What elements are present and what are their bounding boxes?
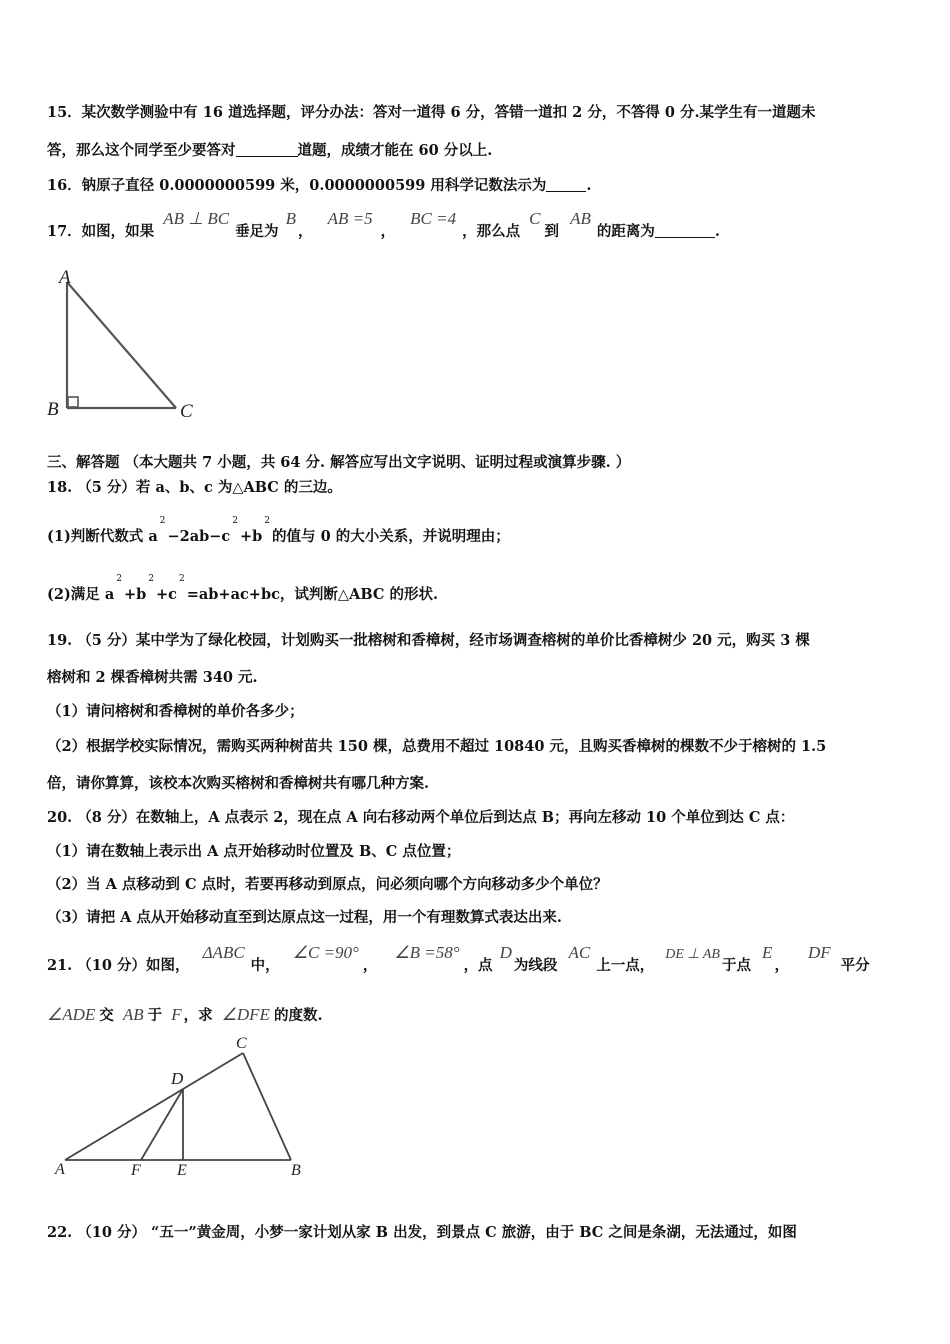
q15-line-2 (47, 139, 492, 160)
q21-math-d: D (499, 943, 512, 962)
label-d: D (171, 1069, 184, 1088)
label-b: B (291, 1162, 301, 1179)
q20-line-4: （3）请把 A 点从开始移动直至到达原点这一过程，用一个有理数算式表达出来. (47, 909, 562, 926)
q21-math-e: E (762, 943, 773, 962)
q21-triangle-figure (45, 1032, 320, 1182)
q19-line-4: （2）根据学校实际情况，需购买两种树苗共 150 棵，总费用不超过 10840 元，且购买香樟树的棵数不少于榕树的 1.5 (47, 738, 827, 755)
answer-blank-16[interactable] (546, 177, 586, 192)
segment-ac (65, 1053, 243, 1160)
q21-text-f: 上一点， (596, 957, 655, 974)
q17-text-e: ，那么点 (462, 223, 521, 240)
q18-p2-text-b: +b (124, 586, 147, 603)
q19-line-3: （1）请问榕树和香樟树的单价各多少； (47, 703, 304, 720)
q18-p2-text-a: (2)满足 a (47, 586, 115, 603)
q18-p2-text-d: =ab+ac+bc，试判断△ABC 的形状. (186, 586, 438, 603)
q17-math-ab-perp-bc: AB ⊥ BC (163, 209, 230, 228)
q21-text-b: 中， (250, 957, 280, 974)
segment-df (141, 1089, 183, 1160)
q19-line-1: 19. （5 分）某中学为了绿化校园，计划购买一批榕树和香樟树，经市场调查榕树的单价比香樟树少 20 元，购买 3 棵 (47, 632, 810, 649)
q21-text-i: 平分 (840, 957, 870, 974)
q15-text-b: 道题，成绩才能在 60 分以上. (297, 142, 493, 159)
q21-math-ab: AB (122, 1005, 144, 1024)
q17-line (47, 209, 720, 241)
q21-math-df: DF (808, 943, 831, 962)
q17-math-ab: AB (570, 209, 591, 228)
label-c: C (236, 1035, 247, 1052)
q18-p2-text-c: +c (156, 586, 178, 603)
q21-math-triangle-abc: ΔABC (202, 943, 245, 962)
q21-math-angle-dfe: ∠DFE (221, 1005, 270, 1024)
q21-line-2 (47, 1004, 323, 1025)
q18-p1-sup-3: 2 (264, 516, 271, 526)
q19-line-2: 榕树和 2 棵香樟树共需 340 元. (47, 669, 258, 686)
q17-text-g: 的距离为 (596, 223, 655, 240)
q17-triangle-figure (40, 262, 210, 427)
q21-math-ac: AC (568, 943, 591, 962)
q21-text-j: 交 (99, 1007, 114, 1024)
q21-math-angle-b: ∠B =58° (394, 943, 460, 962)
q21-text-h: ， (774, 957, 789, 974)
q17-text-c: ， (298, 223, 313, 240)
q20-line-2: （1）请在数轴上表示出 A 点开始移动时位置及 B、C 点位置； (47, 843, 461, 860)
q17-text-d: ， (380, 223, 396, 240)
answer-blank-17[interactable] (655, 223, 715, 238)
q21-math-angle-ade: ∠ADE (47, 1005, 96, 1024)
answer-blank-15[interactable] (236, 142, 298, 157)
q17-math-b: B (285, 209, 297, 228)
label-e: E (177, 1162, 187, 1179)
side-ac (67, 282, 176, 408)
label-c: C (180, 401, 193, 422)
q16-text-a: 16．钠原子直径 0.0000000599 米，0.0000000599 用科学记数法示为 (47, 177, 547, 194)
q21-text-d: ，点 (463, 957, 493, 974)
q16-line (47, 174, 591, 195)
q18-p1-text-c: +b (240, 528, 263, 545)
q18-part-1 (47, 516, 510, 546)
section-3-heading: 三、解答题 （本大题共 7 小题，共 64 分. 解答应写出文字说明、证明过程或演算步骤. ） (47, 454, 631, 471)
q17-text-b: 垂足为 (235, 223, 279, 240)
label-a: A (55, 1161, 65, 1178)
q20-line-1: 20. （8 分）在数轴上，A 点表示 2，现在点 A 向右移动两个单位后到达点 B；再向左移动 10 个单位到达 C 点： (47, 809, 795, 826)
q16-text-b: . (586, 177, 592, 194)
q18-p2-sup-3: 2 (179, 574, 185, 584)
q17-math-c: C (529, 209, 541, 228)
q15-line-1: 15．某次数学测验中有 16 道选择题，评分办法：答对一道得 6 分，答错一道扣 2 分，不答得 0 分.某学生有一道题未 (47, 104, 816, 121)
q21-text-e: 为线段 (513, 957, 558, 974)
q17-math-bc-4: BC =4 (410, 209, 457, 228)
label-f: F (131, 1162, 141, 1179)
q21-math-angle-c: ∠C =90° (292, 943, 359, 962)
q18-p1-sup-1: 2 (159, 516, 166, 526)
q18-part-2 (47, 574, 438, 604)
q17-text-h: . (714, 223, 720, 240)
q21-text-a: 21. （10 分）如图， (47, 957, 190, 974)
q21-text-g: 于点 (721, 957, 751, 974)
q18-p1-text-a: (1)判断代数式 a (47, 528, 158, 545)
q18-head: 18. （5 分）若 a、b、c 为△ABC 的三边。 (47, 479, 342, 496)
q18-p2-sup-2: 2 (148, 574, 155, 584)
q18-p1-text-b: −2ab−c (167, 528, 231, 545)
label-b: B (47, 399, 59, 420)
q18-p1-sup-2: 2 (232, 516, 238, 526)
q21-text-c: ， (362, 957, 378, 974)
label-a: A (59, 267, 71, 288)
q22-line-1: 22. （10 分） “五一”黄金周，小梦一家计划从家 B 出发，到景点 C 旅游，由于 BC 之间是条湖，无法通过，如图 (47, 1224, 797, 1241)
q21-text-k: 于 (147, 1007, 163, 1024)
q21-math-f: F (171, 1005, 182, 1024)
q19-line-5: 倍，请你算算，该校本次购买榕树和香樟树共有哪几种方案. (47, 775, 430, 792)
right-angle-mark (68, 397, 78, 407)
q17-math-ab-5: AB =5 (327, 209, 373, 228)
segment-cb (243, 1053, 291, 1160)
q18-p2-sup-1: 2 (116, 574, 122, 584)
q21-text-l: ，求 (183, 1007, 213, 1024)
q15-text-a: 答，那么这个同学至少要答对 (47, 142, 236, 159)
q17-text-a: 17．如图，如果 (47, 223, 155, 240)
q21-text-n: 的度数. (273, 1007, 323, 1024)
q20-line-3: （2）当 A 点移动到 C 点时，若要再移动到原点，问必须向哪个方向移动多少个单位？ (47, 876, 608, 893)
q18-p1-text-d: 的值与 0 的大小关系，并说明理由； (272, 528, 510, 545)
q17-text-f: 到 (544, 223, 559, 240)
q21-line-1 (47, 943, 870, 975)
q21-math-de-perp-ab: DE ⊥ AB (665, 947, 720, 962)
